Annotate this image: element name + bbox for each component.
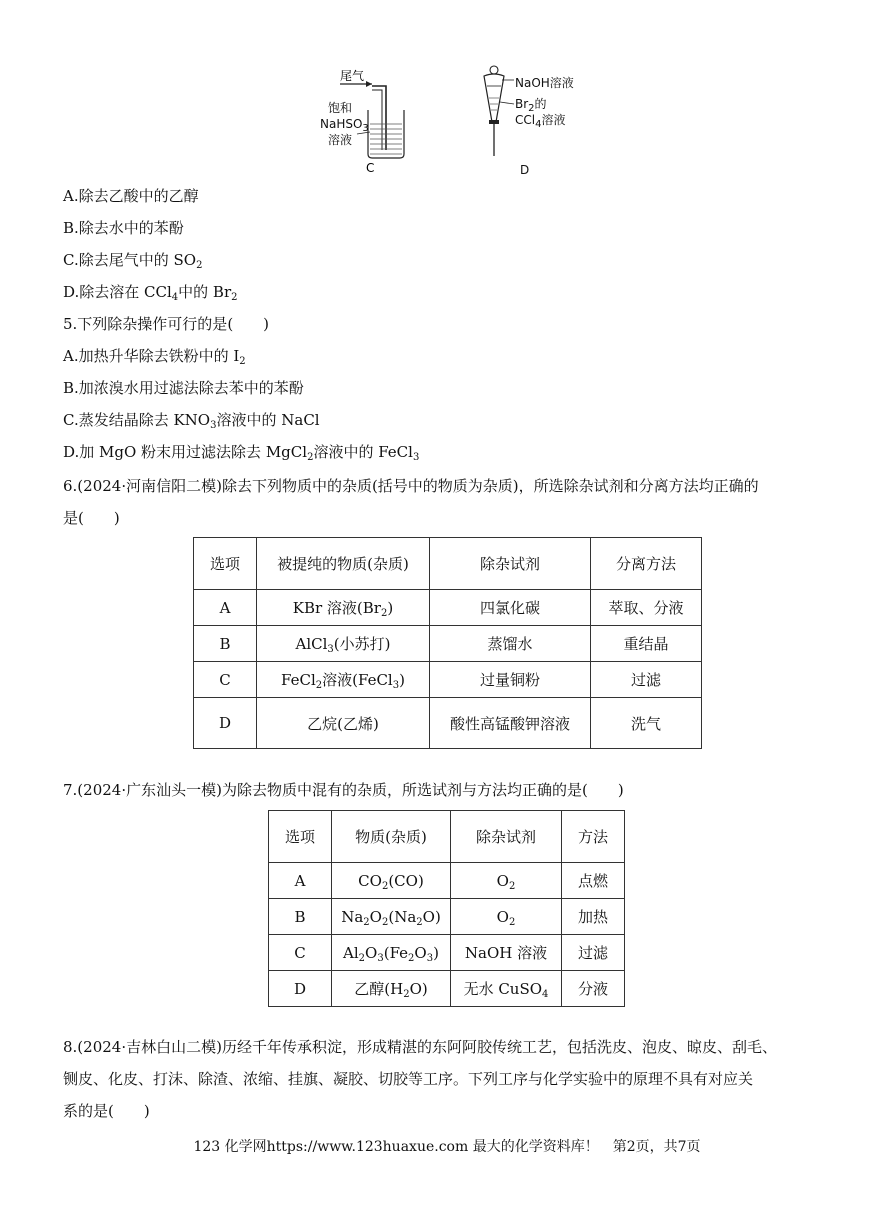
q4-option-a: A.除去乙酸中的乙醇 [63, 187, 199, 205]
table-header-row [194, 538, 702, 590]
figure-c-label: C [366, 161, 375, 175]
q8-stem-line2: 铡皮、化皮、打沫、除渣、浓缩、挂旗、凝胶、切胶等工序。下列工序与化学实验中的原理不具有对应关 [63, 1070, 754, 1088]
q6-table [193, 537, 702, 749]
q5-option-b: B.加浓溴水用过滤法除去苯中的苯酚 [63, 379, 304, 397]
page-footer: 123 化学网https://www.123huaxue.com 最大的化学资料库！ 第2页，共7页 [193, 1139, 701, 1155]
table-row: B $Na_2O_2(Na_2O)$ $O_2$ 加热 [269, 899, 625, 935]
sat-nahso3-label: 饱和 NaHSO$_3$ 溶液 [320, 101, 369, 147]
header-reagent: 除杂试剂 [451, 811, 562, 863]
figure-d-label: D [520, 163, 530, 177]
table-row: D 乙醇$(H_2O)$ 无水 CuSO$_4$ 分液 [269, 971, 625, 1007]
table-row: A $CO_2(CO)$ $O_2$ 点燃 [269, 863, 625, 899]
gas-tube [372, 86, 386, 150]
q5-option-d: D.加 MgO 粉末用过滤法除去 MgCl$_2$溶液中的 FeCl$_3$ [63, 443, 420, 463]
q8-stem-line3: 系的是( ) [63, 1102, 150, 1120]
q4-option-c: C.除去尾气中的 $SO_2$ [63, 251, 203, 271]
q6-stem-line1: 6.(2024·河南信阳二模)除去下列物质中的杂质(括号中的物质为杂质)，所选除杂试剂和分离方法均正确的 [63, 477, 759, 495]
q7-table [268, 810, 625, 1007]
header-reagent: 除杂试剂 [430, 538, 591, 590]
header-substance: 物质(杂质) [332, 811, 451, 863]
header-method: 分离方法 [591, 538, 702, 590]
table-row: B AlCl$_3$(小苏打) 蒸馏水 重结晶 [194, 626, 702, 662]
table-row: C $Al_2O_3(Fe_2O_3)$ NaOH 溶液 过滤 [269, 935, 625, 971]
q5-stem: 5.下列除杂操作可行的是( ) [63, 315, 270, 333]
table-row: D 乙烷(乙烯) 酸性高锰酸钾溶液 洗气 [194, 698, 702, 749]
table-row: C FeCl$_2$溶液(FeCl$_3$) 过量铜粉 过滤 [194, 662, 702, 698]
tail-gas-label: 尾气 [340, 69, 365, 83]
stopcock [489, 120, 499, 124]
header-method: 方法 [562, 811, 625, 863]
stopper [490, 66, 498, 74]
q4-option-b: B.除去水中的苯酚 [63, 219, 184, 237]
table-row: A KBr 溶液$(Br_2)$ 四氯化碳 萃取、分液 [194, 590, 702, 626]
q4-option-d: D.除去溶在 CCl$_4$中的 $Br_2$ [63, 283, 238, 303]
table-header-row [269, 811, 625, 863]
q8-stem-line1: 8.(2024·吉林白山二模)历经千年传承积淀，形成精湛的东阿阿胶传统工艺，包括洗皮、泡皮、晾皮、刮毛、 [63, 1038, 777, 1056]
br2-ccl4-label: $Br_2$的 CCl$_4$溶液 [515, 97, 566, 130]
q5-option-a: A.加热升华除去铁粉中的 $I_2$ [63, 347, 246, 367]
arrow-head-icon [366, 81, 372, 87]
naoh-solution-label: NaOH溶液 [515, 76, 574, 90]
q5-option-c: C.蒸发结晶除去 $KNO_3$溶液中的 NaCl [63, 411, 320, 431]
header-option: 选项 [194, 538, 257, 590]
header-substance: 被提纯的物质(杂质) [257, 538, 430, 590]
q6-stem-line2: 是( ) [63, 509, 120, 527]
q7-stem: 7.(2024·广东汕头一模)为除去物质中混有的杂质，所选试剂与方法均正确的是( ) [63, 781, 624, 799]
header-option: 选项 [269, 811, 332, 863]
